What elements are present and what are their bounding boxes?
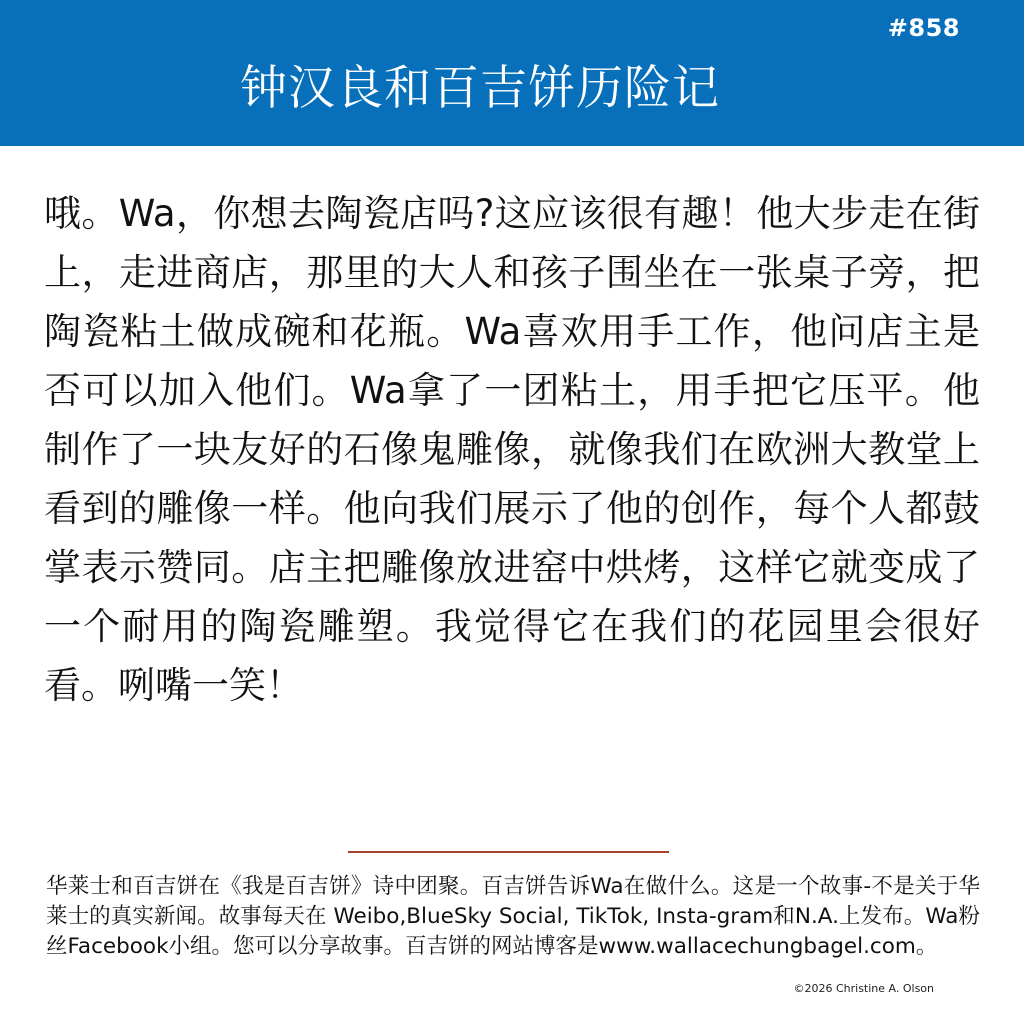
- copyright-notice: ©2026 Christine A. Olson: [793, 982, 934, 995]
- header-banner: [0, 0, 1024, 146]
- episode-number: #858: [887, 14, 960, 42]
- story-text: 哦。Wa，你想去陶瓷店吗?这应该很有趣！他大步走在街上，走进商店，那里的大人和孩子围坐在一张桌子旁，把陶瓷粘土做成碗和花瓶。Wa喜欢用手工作，他问店主是否可以加入他们。Wa拿了一团粘土，用手把它压平。他制作了一块友好的石像鬼雕像，就像我们在欧洲大教堂上看到的雕像一样。他向我们展示了他的创作，每个人都鼓掌表示赞同。店主把雕像放进窑中烘烤，这样它就变成了一个耐用的陶瓷雕塑。我觉得它在我们的花园里会很好看。咧嘴一笑！: [44, 192, 980, 707]
- footnote-text: 华莱士和百吉饼在《我是百吉饼》诗中团聚。百吉饼告诉Wa在做什么。这是一个故事-不是关于华莱士的真实新闻。故事每天在 Weibo,BlueSky Social, TikTok, Insta-gram和N.A.上发布。Wa粉丝Facebook小组。您可以分享故事。百吉饼的网站博客是www.wallacechungbagel.com。: [46, 874, 980, 959]
- page-title: 钟汉良和百吉饼历险记: [240, 61, 720, 116]
- divider-line: [348, 851, 669, 853]
